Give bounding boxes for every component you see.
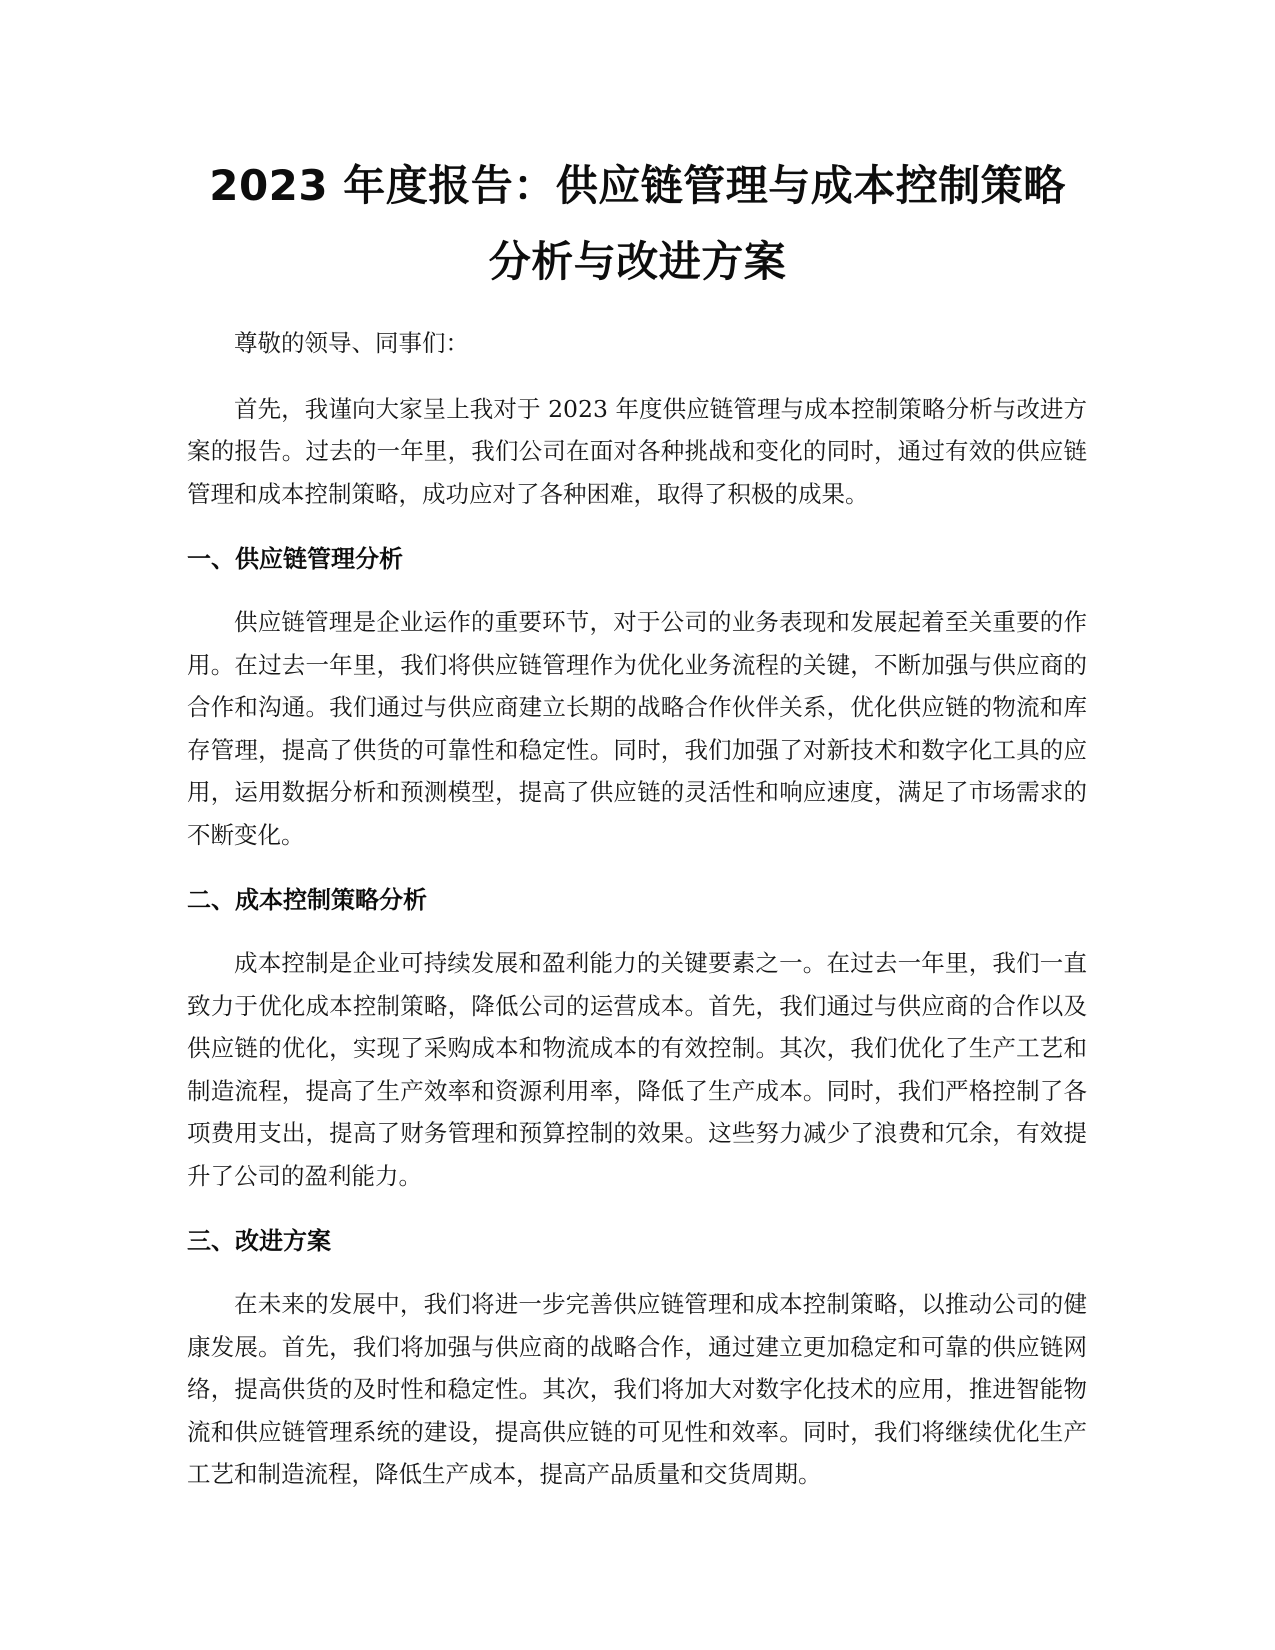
title-line-1: 2023 年度报告：供应链管理与成本控制策略 [209, 161, 1066, 210]
title-line-2: 分析与改进方案 [488, 237, 787, 286]
document-body [187, 322, 1087, 1496]
section-body-supply-chain: 供应链管理是企业运作的重要环节，对于公司的业务表现和发展起着至关重要的作用。在过去一年里，我们将供应链管理作为优化业务流程的关键，不断加强与供应商的合作和沟通。我们通过与供应商建立长期的战略合作伙伴关系，优化供应链的物流和库存管理，提高了供货的可靠性和稳定性。同时，我们加强了对新技术和数字化工具的应用，运用数据分析和预测模型，提高了供应链的灵活性和响应速度，满足了市场需求的不断变化。 [187, 608, 1087, 849]
greeting: 尊敬的领导、同事们： [234, 329, 469, 357]
document-title [150, 148, 1125, 300]
intro-paragraph: 首先，我谨向大家呈上我对于 2023 年度供应链管理与成本控制策略分析与改进方案的报告。过去的一年里，我们公司在面对各种挑战和变化的同时，通过有效的供应链管理和成本控制策略，成功应对了各种困难，取得了积极的成果。 [187, 394, 1087, 508]
section-heading-improvement: 三、改进方案 [187, 1227, 331, 1255]
section-body-improvement: 在未来的发展中，我们将进一步完善供应链管理和成本控制策略，以推动公司的健康发展。首先，我们将加强与供应商的战略合作，通过建立更加稳定和可靠的供应链网络，提高供货的及时性和稳定性。其次，我们将加大对数字化技术的应用，推进智能物流和供应链管理系统的建设，提高供应链的可见性和效率。同时，我们将继续优化生产工艺和制造流程，降低生产成本，提高产品质量和交货周期。 [187, 1290, 1087, 1488]
section-body-cost-control: 成本控制是企业可持续发展和盈利能力的关键要素之一。在过去一年里，我们一直致力于优化成本控制策略，降低公司的运营成本。首先，我们通过与供应商的合作以及供应链的优化，实现了采购成本和物流成本的有效控制。其次，我们优化了生产工艺和制造流程，提高了生产效率和资源利用率，降低了生产成本。同时，我们严格控制了各项费用支出，提高了财务管理和预算控制的效果。这些努力减少了浪费和冗余，有效提升了公司的盈利能力。 [187, 949, 1087, 1190]
section-heading-cost-control: 二、成本控制策略分析 [187, 886, 427, 914]
section-heading-supply-chain: 一、供应链管理分析 [187, 545, 403, 573]
